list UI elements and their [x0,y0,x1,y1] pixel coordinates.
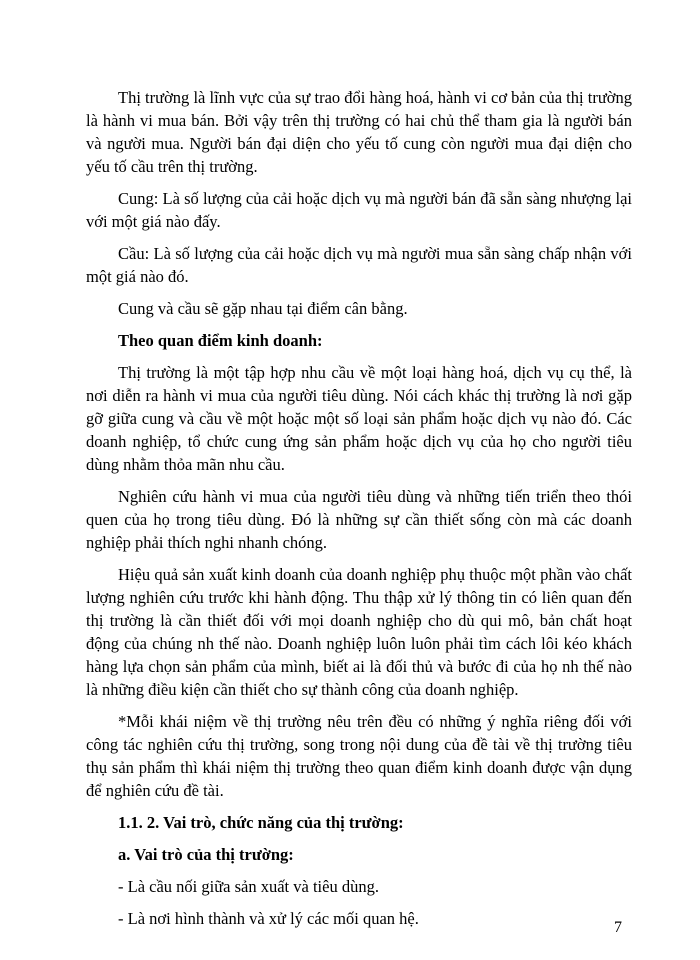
page-number: 7 [614,919,622,936]
paragraph-business-market: Thị trường là một tập hợp nhu cầu về một loại hàng hoá, dịch vụ cụ thể, là nơi diễn ra hành vi mua của người tiêu dùng. Nói cách khác thị trường là nơi gặp gỡ giữa cung và cầu về một hoặc một số loại sản phẩm hoặc dịch vụ nào đó. Các doanh nghiệp, tổ chức cung ứng sản phẩm hoặc dịch vụ của họ cho người tiêu dùng nhằm thỏa mãn nhu cầu. [86,363,632,474]
paragraph-consumer-behavior: Nghiên cứu hành vi mua của người tiêu dùng và những tiến triển theo thói quen của họ trong tiêu dùng. Đó là những sự cần thiết sống còn mà các doanh nghiệp phải thích nghi nhanh chóng. [86,487,632,552]
heading-role-of-market: a. Vai trò của thị trường: [118,845,294,864]
paragraph-supply-definition: Cung: Là số lượng của cải hoặc dịch vụ mà người bán đã sẵn sàng nhượng lại với một giá nào đấy. [86,189,632,231]
paragraph-business-efficiency: Hiệu quả sản xuất kinh doanh của doanh nghiệp phụ thuộc một phần vào chất lượng nghiên cứu trước khi hành động. Thu thập xử lý thông tin có liên quan đến thị trường là cần thiết đối với mọi doanh nghiệp cho dù qui mô, bản chất hoạt động của chúng nh thế nào. Doanh nghiệp luôn luôn phải tìm cách lôi kéo khách hàng lựa chọn sản phẩm của mình, biết ai là đối thủ và bước đi của họ nh thế nào là những điều kiện cần thiết cho sự thành công của doanh nghiệp. [86,565,632,699]
heading-business-perspective: Theo quan điểm kinh doanh: [118,331,323,350]
paragraph-demand-definition: Cầu: Là số lượng của cải hoặc dịch vụ mà người mua sẵn sàng chấp nhận với một giá nào đó. [86,244,632,286]
bullet-item: - Là nơi hình thành và xử lý các mối quan hệ. [118,909,419,928]
heading-section-1-1-2: 1.1. 2. Vai trò, chức năng của thị trường: [118,813,404,832]
paragraph-market-definition: Thị trường là lĩnh vực của sự trao đổi hàng hoá, hành vi cơ bản của thị trường là hành vi mua bán. Bởi vậy trên thị trường có hai chủ thể tham gia là người bán và người mua. Người bán đại diện cho yếu tố cung còn người mua đại diện cho yếu tố cầu trên thị trường. [86,88,632,176]
bullet-item: - Là cầu nối giữa sản xuất và tiêu dùng. [118,877,379,896]
document-body [86,86,632,939]
paragraph-equilibrium: Cung và cầu sẽ gặp nhau tại điểm cân bằng. [118,299,408,318]
paragraph-concept-note: *Mỗi khái niệm về thị trường nêu trên đều có những ý nghĩa riêng đối với công tác nghiên cứu thị trường, song trong nội dung của đề tài về thị trường tiêu thụ sản phẩm thì khái niệm thị trường theo quan điểm kinh doanh được vận dụng để nghiên cứu đề tài. [86,712,632,800]
